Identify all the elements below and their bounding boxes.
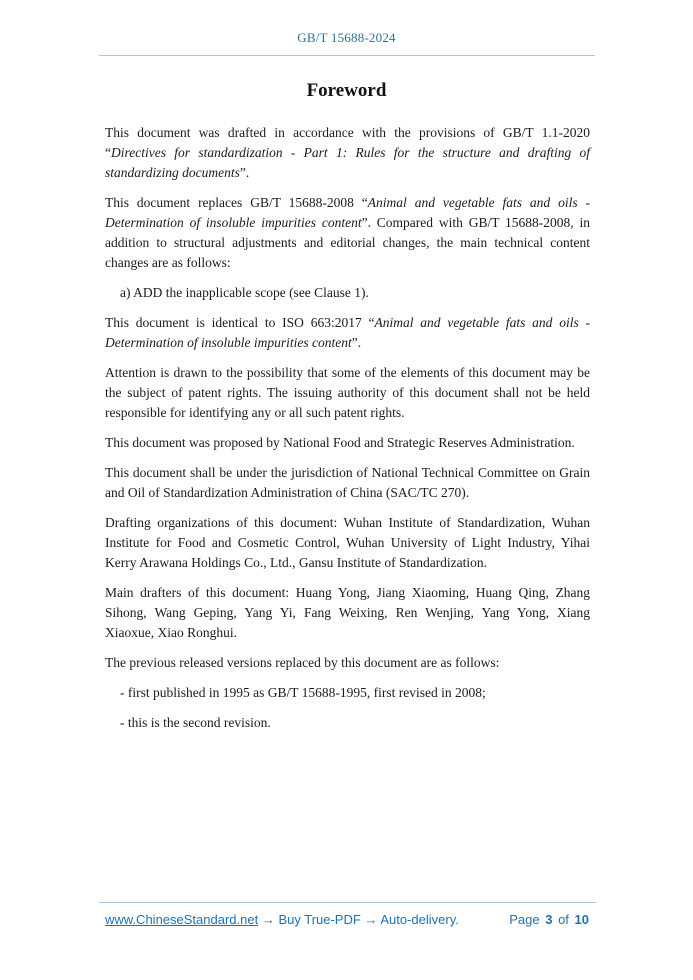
footer-row — [99, 903, 596, 927]
list-item: a) ADD the inapplicable scope (see Clause 1). — [120, 285, 369, 300]
page-header — [0, 0, 693, 56]
footer-left — [105, 912, 459, 927]
paragraph: This document was drafted in accordance with the provisions of GB/T 1.1-2020 “Directives for standardization - Part 1: Rules for the structure and drafting of standardizing documents”. — [105, 125, 590, 180]
list-item: - this is the second revision. — [120, 715, 271, 730]
page-title: Foreword — [306, 80, 387, 101]
list-item: - first published in 1995 as GB/T 15688-1995, first revised in 2008; — [120, 685, 486, 700]
header-rule — [99, 55, 595, 56]
header-doc-number: GB/T 15688-2024 — [297, 30, 396, 45]
document-body — [0, 102, 693, 733]
paragraph: Attention is drawn to the possibility that some of the elements of this document may be the subject of patent rights. The issuing authority of this document shall not be held responsible for identifying any or all such patent rights. — [105, 365, 590, 420]
paragraph: The previous released versions replaced by this document are as follows: — [105, 655, 500, 670]
paragraph: Drafting organizations of this document: Wuhan Institute of Standardization, Wuhan Institute for Food and Cosmetic Control, Wuhan University of Light Industry, Yihai Kerry Arawana Holdings Co., Ltd., Gansu Institute of Standardization. — [105, 515, 590, 570]
footer-delivery-text: Auto-delivery. — [380, 912, 459, 927]
page-footer — [99, 902, 596, 927]
footer-buy-text: Buy True-PDF — [278, 912, 361, 927]
page-indicator — [508, 912, 590, 927]
paragraph: This document replaces GB/T 15688-2008 “Animal and vegetable fats and oils - Determination of insoluble impurities content”. Compared with GB/T 15688-2008, in addition to structural adjustments and editorial changes, the main technical content changes are as follows: — [105, 195, 590, 270]
of-label: of — [558, 912, 569, 927]
page-total: 10 — [574, 912, 589, 927]
arrow-icon: → — [364, 912, 378, 927]
page-label: Page — [509, 912, 540, 927]
arrow-icon: → — [261, 912, 275, 927]
paragraph: This document was proposed by National Food and Strategic Reserves Administration. — [105, 435, 575, 450]
paragraph: This document shall be under the jurisdiction of National Technical Committee on Grain and Oil of Standardization Administration of China (SAC/TC 270). — [105, 465, 590, 500]
paragraph: Main drafters of this document: Huang Yong, Jiang Xiaoming, Huang Qing, Zhang Sihong, Wang Geping, Yang Yi, Fang Weixing, Ren Wenjing, Yang Yong, Xiang Xiaoxue, Xiao Ronghui. — [105, 585, 590, 640]
website-link[interactable]: www.ChineseStandard.net — [105, 912, 259, 927]
page-current: 3 — [545, 912, 553, 927]
paragraph: This document is identical to ISO 663:2017 “Animal and vegetable fats and oils - Determination of insoluble impurities content”. — [105, 315, 590, 350]
